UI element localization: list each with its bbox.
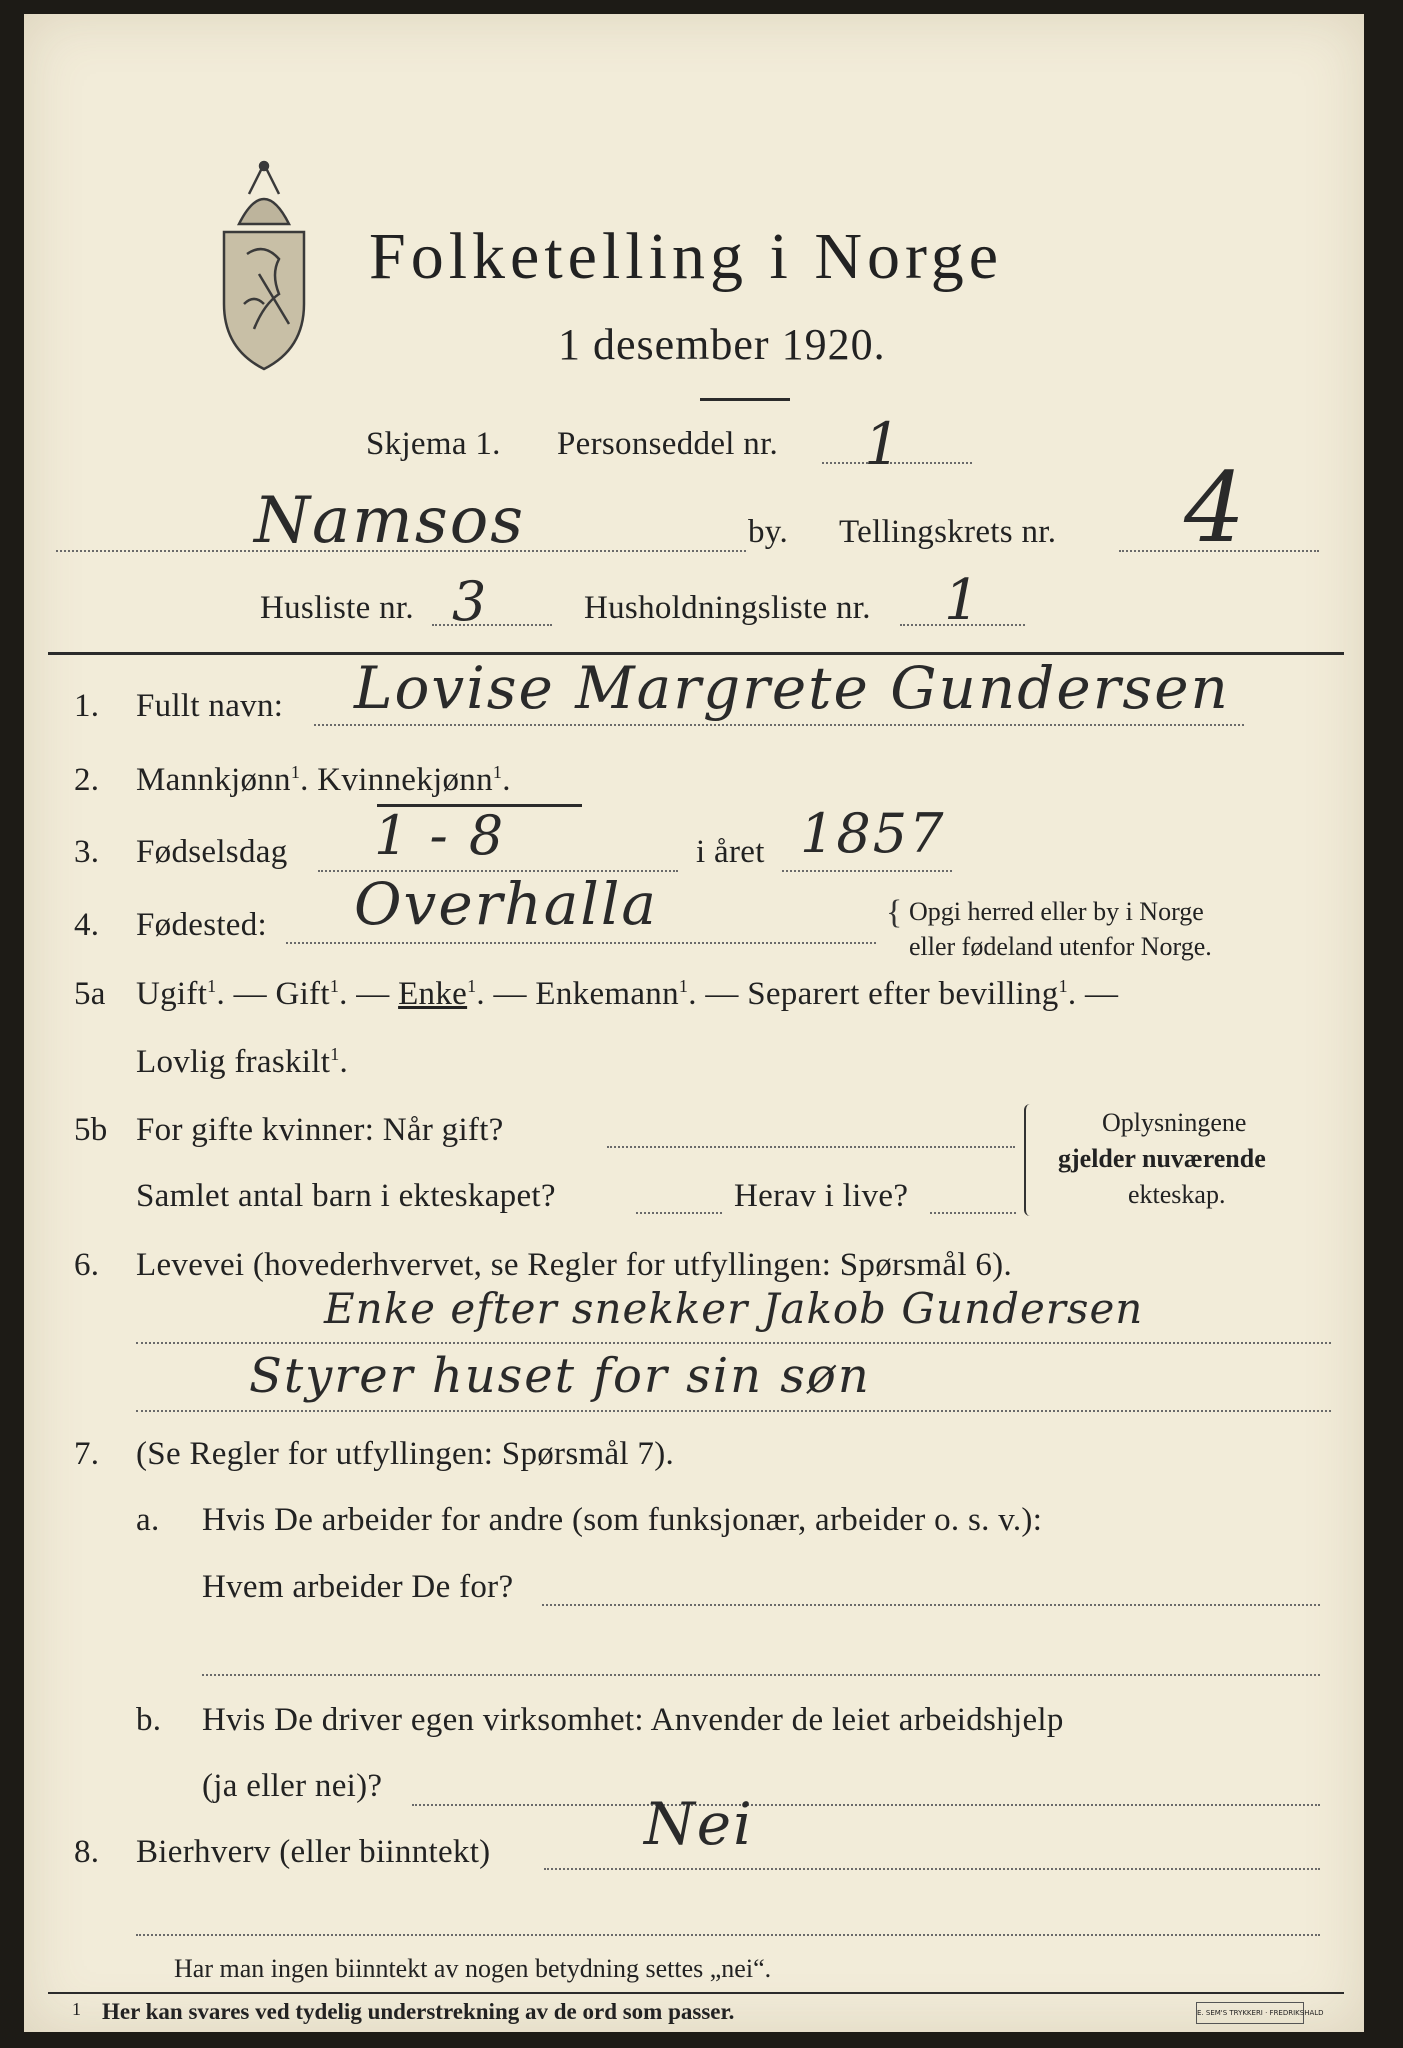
- q4-note-line2: eller fødeland utenfor Norge.: [909, 932, 1212, 961]
- q6-value-line1: Enke efter snekker Jakob Gundersen: [324, 1284, 1144, 1333]
- q4-line: [286, 942, 876, 944]
- q7-label: (Se Regler for utfyllingen: Spørsmål 7).: [136, 1436, 675, 1472]
- q3-number: 3.: [74, 834, 100, 870]
- q5b-barn-line: [636, 1212, 722, 1214]
- town-value: Namsos: [254, 484, 526, 558]
- q3-year-label: i året: [696, 834, 765, 870]
- q8-line2: [136, 1934, 1320, 1936]
- q7b-line: [412, 1804, 1320, 1806]
- footnote-mark: 1: [72, 1999, 81, 2019]
- q5a-ugift: Ugift: [136, 976, 208, 1012]
- printer-stamp: E. SEM'S TRYKKERI · FREDRIKSHALD: [1196, 2002, 1304, 2024]
- q4-value: Overhalla: [354, 870, 658, 938]
- q1-line: [314, 724, 1244, 726]
- q1-number: 1.: [74, 688, 100, 724]
- tellingskrets-value: 4: [1184, 452, 1248, 564]
- q7b-number: b.: [136, 1702, 162, 1738]
- form-title: Folketelling i Norge: [369, 220, 1004, 293]
- husliste-label: Husliste nr.: [260, 590, 414, 626]
- q4-number: 4.: [74, 907, 100, 943]
- husholdning-value: 1: [944, 568, 982, 633]
- q7a-question: Hvem arbeider De for?: [202, 1569, 514, 1605]
- q2-male-label: Mannkjønn: [136, 762, 291, 798]
- q5a-enke: Enke: [398, 976, 468, 1012]
- q5b-live-label: Herav i live?: [734, 1178, 909, 1214]
- q2-male-footnote-mark: 1: [290, 762, 301, 782]
- q2-gender-options: Mannkjønn$^1$. Kvinnekjønn$^1$.: [136, 762, 511, 798]
- q6-label: Levevei (hovederhvervet, se Regler for utfyllingen: Spørsmål 6).: [136, 1247, 1013, 1283]
- footer-note: Har man ingen biinntekt av nogen betydning settes „nei“.: [174, 1954, 772, 1983]
- q7a-number: a.: [136, 1502, 160, 1538]
- q7a-line1: [542, 1604, 1320, 1606]
- q3-value: 1 - 8: [374, 804, 506, 867]
- q5a-options: Ugift$^1$. — Gift$^1$. — Enke$^1$. — Enkemann$^1$. — Separert efter bevilling$^1$. —: [136, 976, 1119, 1012]
- q5a-gift: Gift: [275, 976, 330, 1012]
- coat-of-arms-icon: [209, 154, 319, 374]
- tellingskrets-label: Tellingskrets nr.: [839, 514, 1057, 550]
- q3-year-value: 1857: [800, 802, 946, 865]
- q7b-label: Hvis De driver egen virksomhet: Anvender de leiet arbeidshjelp: [202, 1702, 1064, 1738]
- q5a-separert: Separert efter bevilling: [747, 976, 1059, 1012]
- husholdning-label: Husholdningsliste nr.: [584, 590, 871, 626]
- q5a-number: 5a: [74, 976, 106, 1012]
- q2-number: 2.: [74, 762, 100, 798]
- q5b-note-line2: gjelder nuværende: [1058, 1144, 1266, 1173]
- personseddel-value: 1: [864, 410, 903, 478]
- q1-label: Fullt navn:: [136, 688, 284, 724]
- q1-value: Lovise Margrete Gundersen: [354, 654, 1230, 722]
- q8-number: 8.: [74, 1834, 100, 1870]
- q7a-line2: [202, 1674, 1320, 1676]
- q4-note-line1: Opgi herred eller by i Norge: [909, 897, 1204, 926]
- q5b-married-line: [607, 1146, 1015, 1148]
- q7-number: 7.: [74, 1436, 100, 1472]
- q8-value: Nei: [644, 1790, 754, 1858]
- q6-number: 6.: [74, 1247, 100, 1283]
- footer-separator: [48, 1992, 1344, 1994]
- census-form-page: [24, 14, 1364, 2032]
- q7a-label: Hvis De arbeider for andre (som funksjonær, arbeider o. s. v.):: [202, 1502, 1043, 1538]
- q5b-note-brace: [1024, 1104, 1034, 1216]
- q6-line2: [136, 1410, 1331, 1412]
- skjema-label: Skjema 1.: [366, 426, 501, 462]
- q5b-note-line3: ekteskap.: [1128, 1180, 1226, 1209]
- q3-year-line: [782, 870, 952, 872]
- q6-value-line2: Styrer huset for sin søn: [249, 1348, 871, 1404]
- footnote-text: Her kan svares ved tydelig understrekning av de ord som passer.: [102, 1999, 735, 2024]
- q5b-barn-label: Samlet antal barn i ekteskapet?: [136, 1178, 556, 1214]
- q5b-number: 5b: [74, 1112, 108, 1148]
- q5b-label: For gifte kvinner: Når gift?: [136, 1112, 504, 1148]
- q6-line1: [136, 1342, 1331, 1344]
- q2-female-label: Kvinnekjønn: [317, 762, 493, 798]
- q4-note-brace: {: [886, 894, 903, 931]
- town-suffix: by.: [748, 514, 789, 550]
- q8-line1: [544, 1868, 1320, 1870]
- husliste-value: 3: [452, 570, 489, 633]
- q3-label: Fødselsdag: [136, 834, 288, 870]
- q4-label: Fødested:: [136, 907, 268, 943]
- q2-separator: .: [300, 762, 318, 798]
- q5b-live-line: [930, 1212, 1016, 1214]
- q5a-lovlig: Lovlig fraskilt$^1$.: [136, 1044, 349, 1080]
- q5a-enkemann: Enkemann: [535, 976, 679, 1012]
- title-divider: [700, 398, 790, 401]
- q2-female-footnote-mark: 1: [492, 762, 503, 782]
- form-date: 1 desember 1920.: [558, 320, 886, 369]
- q7b-question: (ja eller nei)?: [202, 1768, 383, 1804]
- q8-label: Bierhverv (eller biinntekt): [136, 1834, 491, 1870]
- husliste-line: [432, 624, 552, 626]
- q5b-note-line1: Oplysningene: [1102, 1108, 1247, 1137]
- personseddel-label: Personseddel nr.: [557, 426, 779, 462]
